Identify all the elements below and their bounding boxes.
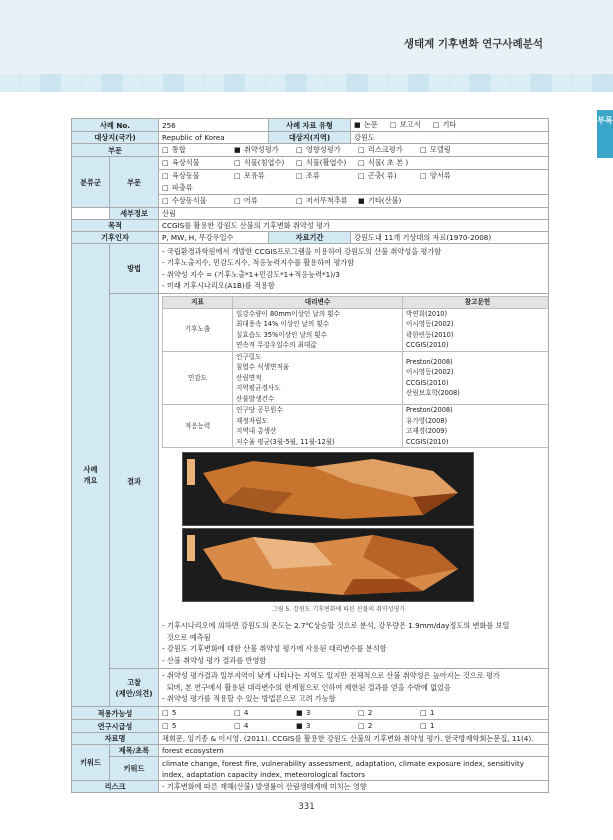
- source-label: 자료명: [72, 733, 159, 745]
- checkbox-label: 취약성평가: [241, 145, 279, 154]
- checkbox-option: [162, 720, 234, 732]
- keywords-value: climate change, forest fire, vulnerability assessment, adaptation, climate exposure index, sensitivity index, adaptation capacity index, meteorological factors: [159, 757, 549, 781]
- section-label: 부문: [72, 144, 159, 157]
- checkbox-option: [420, 144, 482, 156]
- method-lines: [159, 244, 549, 294]
- references: 박연희(2010) 이시영등(2002) 곽한빈등(2010) CCGIS(2010): [403, 308, 549, 351]
- empty-box-icon: □: [358, 146, 365, 154]
- checkbox-option: [234, 720, 296, 732]
- target-region: 강원도: [351, 132, 549, 144]
- checkbox-label: 식물(활엽수): [303, 158, 347, 167]
- checked-box-icon: ■: [358, 197, 365, 205]
- title-kw-label: 제목/초록: [110, 745, 159, 757]
- proxy-vars: 일강수량이 80mm이상인 날의 횟수 최대풍속 14% 이상인 날의 횟수 실효습도 35%이상인 날의 횟수 연속적 무강우일수의 최대값: [233, 308, 403, 351]
- indicator-name: 기후노출: [163, 308, 233, 351]
- page-header: [0, 0, 613, 74]
- checked-box-icon: ■: [354, 121, 361, 129]
- inner-header: 대리변수: [233, 297, 403, 309]
- checkbox-label: 수상동식물: [169, 196, 207, 205]
- checkbox-label: 2: [365, 708, 373, 717]
- risk-label: 리스크: [72, 781, 159, 793]
- class-row-2: [159, 170, 549, 195]
- checkbox-option: [420, 170, 482, 182]
- checkbox-label: 영향성평가: [303, 145, 341, 154]
- checkbox-option: [358, 707, 420, 719]
- climate-value: P, MW, H, 무강우일수: [159, 232, 269, 244]
- checkbox-label: 곤충( 류): [365, 171, 397, 180]
- overview-label: 사례 개요: [72, 244, 110, 707]
- class-row-3: [159, 195, 549, 208]
- result-cell: [159, 294, 549, 669]
- side-tab-label: 부록: [597, 116, 613, 125]
- checkbox-option: [162, 195, 234, 207]
- empty-box-icon: □: [389, 121, 397, 129]
- checkbox-option: [390, 119, 421, 131]
- references: Preston(2008) 이시영등(2002) CCGIS(2010) 산림보호학(2008): [403, 351, 549, 405]
- checkbox-option: [234, 195, 296, 207]
- checkbox-label: 식물( 초 본 ): [365, 158, 409, 167]
- empty-box-icon: □: [420, 722, 427, 730]
- class-row-1: [159, 157, 549, 170]
- checkbox-option: [296, 195, 358, 207]
- checkbox-option: [358, 157, 420, 169]
- target-country: Republic of Korea: [159, 132, 269, 144]
- section-options: [159, 144, 549, 157]
- checkbox-option: [162, 157, 234, 169]
- purpose-value: CCGIS를 활용한 강원도 산불의 기후변화 취약성 평가: [159, 220, 549, 232]
- applicability-options: [159, 707, 549, 720]
- detail-label: 세부정보: [110, 208, 159, 220]
- checkbox-label: 식물(침엽수): [241, 158, 285, 167]
- checkbox-label: 4: [241, 708, 249, 717]
- method-label: 방법: [110, 244, 159, 294]
- region-label: 대상지(지역): [269, 132, 351, 144]
- data-type-options: [351, 119, 549, 132]
- checkbox-label: 논문: [361, 120, 378, 129]
- checkbox-label: 4: [241, 721, 249, 730]
- result-label: 결과: [110, 294, 159, 669]
- empty-box-icon: □: [358, 159, 365, 167]
- checkbox-option: [296, 170, 358, 182]
- empty-box-icon: □: [358, 172, 365, 180]
- method-line: - 국립환경과학원에서 개발한 CCGIS프로그램을 이용하여 강원도의 산불 취약성을 평가함: [162, 246, 442, 256]
- checkbox-label: 3: [303, 721, 311, 730]
- checkbox-label: 리스크평가: [365, 145, 403, 154]
- checkbox-label: 어류: [241, 196, 258, 205]
- checkbox-label: 5: [169, 708, 177, 717]
- checked-box-icon: ■: [296, 722, 303, 730]
- empty-box-icon: □: [296, 146, 303, 154]
- checkbox-label: 2: [365, 721, 373, 730]
- checkbox-label: 포유류: [241, 171, 265, 180]
- empty-box-icon: □: [162, 722, 169, 730]
- climate-label: 기후인자: [72, 232, 159, 244]
- vulnerability-map-present: [182, 452, 474, 526]
- empty-box-icon: □: [162, 184, 169, 192]
- inner-header: 참고문헌: [403, 297, 549, 309]
- checkbox-option: [420, 707, 482, 719]
- empty-box-icon: □: [296, 197, 303, 205]
- page-number: 331: [298, 802, 315, 812]
- urgency-label: 연구시급성: [72, 720, 159, 733]
- checkbox-label: 1: [427, 721, 435, 730]
- checkbox-label: 1: [427, 708, 435, 717]
- checkbox-option: [234, 707, 296, 719]
- keyword-label: 키워드: [72, 745, 110, 781]
- figure-caption: 그림 5. 강원도 기후변화에 따른 산불의 취약성평가: [272, 606, 406, 613]
- case-no: 256: [159, 119, 269, 132]
- empty-box-icon: □: [234, 197, 241, 205]
- purpose-label: 목적: [72, 220, 159, 232]
- checkbox-option: [358, 170, 420, 182]
- checkbox-label: 저서무척추류: [303, 196, 348, 205]
- checked-box-icon: ■: [234, 146, 241, 154]
- checkbox-option: [358, 195, 420, 207]
- indicator-table: [162, 296, 549, 448]
- empty-box-icon: □: [234, 722, 241, 730]
- checkbox-label: 기타: [440, 120, 457, 129]
- empty-box-icon: □: [358, 709, 365, 717]
- appendix-side-tab: [597, 110, 613, 158]
- checkbox-option: [420, 720, 482, 732]
- period-label: 자료기간: [269, 232, 351, 244]
- header-decoration: [0, 74, 613, 92]
- checked-box-icon: ■: [296, 709, 303, 717]
- urgency-options: [159, 720, 549, 733]
- period-value: 강원도내 11개 기상대의 자료(1970-2008): [351, 232, 549, 244]
- header-title: 생태계 기후변화 연구사례분석: [403, 38, 543, 50]
- empty-box-icon: □: [162, 172, 169, 180]
- empty-box-icon: □: [234, 709, 241, 717]
- empty-box-icon: □: [420, 709, 427, 717]
- checkbox-option: [358, 144, 420, 156]
- result-lines: - 기후시나리오에 의하면 강원도의 온도는 2.7℃상승할 것으로 분석, 강우량은 1.9mm/day정도의 변화를 보일 것으로 예측됨 - 강원도 기후변화에 대한 산불 취약성 평가에 사용된 대리변수를 분석함 - 산불 취약성 평가 결과를 반영함: [162, 621, 510, 665]
- data-type-label: 사례 자료 유형: [269, 119, 351, 132]
- checkbox-option: [296, 157, 358, 169]
- empty-box-icon: □: [162, 159, 169, 167]
- keyword-sub-label: 키워드: [110, 757, 159, 781]
- empty-box-icon: □: [432, 121, 440, 129]
- method-line: - 미래 기후시나리오(A1B)를 적용함: [162, 281, 275, 290]
- target-label: 대상지(국가): [72, 132, 159, 144]
- empty-box-icon: □: [296, 159, 303, 167]
- class-sub-label: 부문: [110, 157, 159, 208]
- checkbox-option: [296, 707, 358, 719]
- discussion-label: 고찰 (제안/의견): [110, 669, 159, 707]
- checkbox-option: [162, 707, 234, 719]
- discussion-lines: - 취약성 평가결과 일부지역이 낮게 나타나는 지역도 있지만 전체적으로 산불 취약성은 높아지는 것으로 평가 되며, 본 연구에서 활용된 대리변수의 한계점으로 인하여 제한된 결과를 얻을 수밖에 없었음 - 취약성 평가를 적용할 수 있는 방법론으로 고려 가능함: [159, 669, 549, 707]
- checkbox-label: 육상동물: [169, 171, 200, 180]
- indicator-name: 적응능력: [163, 405, 233, 448]
- checkbox-option: [296, 144, 358, 156]
- checkbox-label: 모델링: [427, 145, 451, 154]
- empty-box-icon: □: [162, 146, 169, 154]
- method-line: - 취약성 지수 = (기후노출*1+민감도*1+적응능력*1)/3: [162, 269, 341, 279]
- references: Preston(2008) 유가영(2008) 고재경(2009) CCGIS(2010): [403, 405, 549, 448]
- empty-box-icon: □: [358, 722, 365, 730]
- checkbox-option: [162, 182, 234, 194]
- detail-value: 산림: [159, 208, 549, 220]
- case-no-label: 사례 No.: [72, 119, 159, 132]
- method-line: - 기후노출지수, 민감도지수, 적응능력지수를 활용하여 평가함: [162, 258, 355, 267]
- checkbox-label: 조류: [303, 171, 320, 180]
- vulnerability-map-future: [182, 528, 474, 602]
- proxy-vars: 인구밀도 침엽수 식생면적율 산림면적 지역평균경사도 산불발생건수: [233, 351, 403, 405]
- class-label: 분류군: [72, 157, 110, 208]
- applicability-label: 적용가능성: [72, 707, 159, 720]
- checkbox-option: [296, 720, 358, 732]
- empty-box-icon: □: [420, 172, 427, 180]
- checkbox-label: 3: [303, 708, 311, 717]
- checkbox-option: [234, 144, 296, 156]
- case-table: [71, 118, 549, 793]
- checkbox-label: 보고서: [397, 120, 421, 129]
- empty-box-icon: □: [162, 709, 169, 717]
- indicator-name: 민감도: [163, 351, 233, 405]
- risk-value: - 기후변화에 따른 재해(산불) 발생률이 산림생태계에 미치는 영향: [159, 781, 549, 793]
- empty-box-icon: □: [420, 146, 427, 154]
- title-kw-value: forest ecosystem: [159, 745, 549, 757]
- checkbox-label: 기타(산불): [365, 196, 402, 205]
- checkbox-option: [162, 144, 234, 156]
- empty-box-icon: □: [162, 197, 169, 205]
- checkbox-label: 파충류: [169, 183, 193, 192]
- checkbox-option: [234, 157, 296, 169]
- empty-box-icon: □: [234, 172, 241, 180]
- source-value: 채희문, 임기종 & 이시영. (2011). CCGIS를 활용한 강원도 산불의 기후변화 취약성 평가. 한국방재학회논문집, 11(4).: [159, 733, 549, 745]
- empty-box-icon: □: [234, 159, 241, 167]
- inner-header: 지표: [163, 297, 233, 309]
- empty-box-icon: □: [296, 172, 303, 180]
- proxy-vars: 인구당 공무원수 재정자립도 지역내 총생산 저수율 평균(3월-5월, 11월-12월): [233, 405, 403, 448]
- checkbox-label: 육상식물: [169, 158, 200, 167]
- checkbox-option: [162, 170, 234, 182]
- checkbox-option: [354, 119, 378, 131]
- figure-maps: [162, 448, 545, 620]
- checkbox-label: 5: [169, 721, 177, 730]
- checkbox-label: 양서류: [427, 171, 451, 180]
- checkbox-option: [234, 170, 296, 182]
- checkbox-option: [358, 720, 420, 732]
- checkbox-option: [433, 119, 457, 131]
- checkbox-label: 통합: [169, 145, 186, 154]
